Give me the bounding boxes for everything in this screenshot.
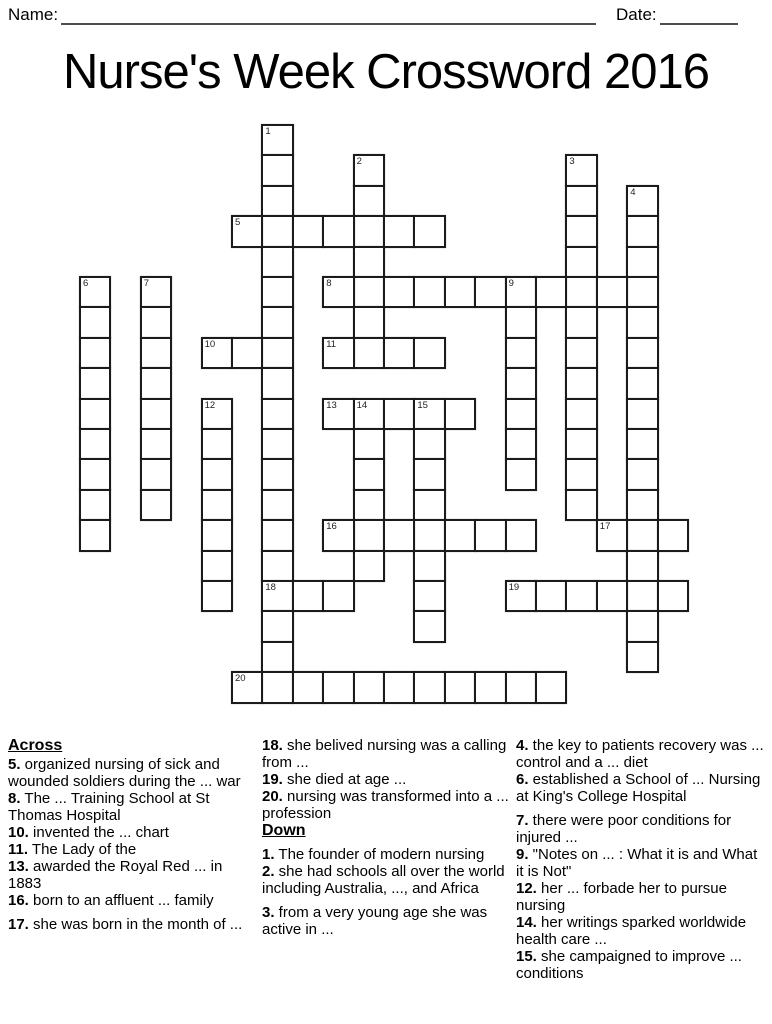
- grid-cell[interactable]: [383, 276, 415, 308]
- clue-number: 12.: [516, 880, 537, 897]
- grid-cell[interactable]: [626, 367, 658, 399]
- grid-cell[interactable]: [505, 276, 537, 308]
- grid-cell[interactable]: [353, 185, 385, 217]
- grid-cell[interactable]: [140, 276, 172, 308]
- grid-cell[interactable]: [353, 246, 385, 278]
- grid-cell[interactable]: [413, 398, 445, 430]
- grid-cell[interactable]: [626, 610, 658, 642]
- grid-cell[interactable]: [322, 671, 354, 703]
- grid-cell[interactable]: [79, 398, 111, 430]
- date-label: Date:: [616, 5, 657, 24]
- clues-column-middle: [262, 737, 510, 938]
- grid-cell[interactable]: [261, 641, 293, 673]
- clue-16: 16. born to an affluent ... family: [8, 892, 214, 909]
- grid-cell[interactable]: [231, 337, 263, 369]
- grid-cell[interactable]: [626, 641, 658, 673]
- grid-cell[interactable]: [353, 337, 385, 369]
- clue-number: 13.: [8, 858, 29, 875]
- grid-cell[interactable]: [444, 671, 476, 703]
- clue-number: 16.: [8, 892, 29, 909]
- clue-number: 20.: [262, 788, 283, 805]
- clue-number: 2.: [262, 863, 275, 880]
- grid-cell[interactable]: [535, 580, 567, 612]
- grid-cell[interactable]: [261, 276, 293, 308]
- grid-cell[interactable]: [353, 671, 385, 703]
- clue-number: 15.: [516, 948, 537, 965]
- grid-cell[interactable]: [626, 276, 658, 308]
- grid-cell[interactable]: [353, 550, 385, 582]
- grid-cell[interactable]: [505, 519, 537, 551]
- grid-cell[interactable]: [657, 519, 689, 551]
- grid-cell[interactable]: [444, 276, 476, 308]
- clue-10: 10. invented the ... chart: [8, 824, 169, 841]
- grid-cell[interactable]: [474, 519, 506, 551]
- grid-cell[interactable]: [626, 215, 658, 247]
- grid-cell[interactable]: [322, 276, 354, 308]
- grid-cell[interactable]: [413, 580, 445, 612]
- grid-cell[interactable]: [261, 398, 293, 430]
- grid-cell[interactable]: [261, 489, 293, 521]
- grid-cell[interactable]: [413, 489, 445, 521]
- grid-cell[interactable]: [474, 671, 506, 703]
- cell-number: 10: [204, 338, 216, 350]
- grid-cell[interactable]: [322, 580, 354, 612]
- cell-number: 1: [265, 126, 271, 137]
- grid-cell[interactable]: [444, 398, 476, 430]
- clue-number: 6.: [516, 771, 529, 788]
- clue-11: 11. The Lady of the: [8, 841, 137, 858]
- grid-cell[interactable]: [140, 337, 172, 369]
- grid-cell[interactable]: [413, 215, 445, 247]
- grid-cell[interactable]: [565, 246, 597, 278]
- cell-number: 14: [356, 399, 368, 411]
- grid-cell[interactable]: [353, 428, 385, 460]
- clue-18: 18. she belived nursing was a calling from ...: [262, 737, 507, 771]
- grid-cell[interactable]: [413, 671, 445, 703]
- grid-cell[interactable]: [322, 337, 354, 369]
- grid-cell[interactable]: [505, 580, 537, 612]
- grid-cell[interactable]: [626, 458, 658, 490]
- grid-cell[interactable]: [353, 489, 385, 521]
- grid-cell[interactable]: [201, 337, 233, 369]
- grid-cell[interactable]: [79, 519, 111, 551]
- grid-cell[interactable]: [261, 154, 293, 186]
- grid-cell[interactable]: [261, 367, 293, 399]
- grid-cell[interactable]: [261, 306, 293, 338]
- grid-cell[interactable]: [626, 398, 658, 430]
- grid-cell[interactable]: [505, 337, 537, 369]
- cell-number: 8: [326, 278, 332, 289]
- cell-number: 19: [508, 582, 520, 593]
- cell-number: 13: [326, 399, 337, 411]
- grid-cell[interactable]: [201, 550, 233, 582]
- clue-2: 2. she had schools all over the world including Australia, ..., and Africa: [262, 863, 505, 897]
- name-fill-line[interactable]: [61, 7, 596, 25]
- clues-heading-across: Across: [8, 737, 63, 754]
- grid-cell[interactable]: [565, 154, 597, 186]
- clue-8: 8. The ... Training School at St Thomas Hospital: [8, 790, 210, 824]
- clue-19: 19. she died at age ...: [262, 771, 407, 788]
- clue-5: 5. organized nursing of sick and wounded soldiers during the ... war: [8, 756, 241, 790]
- grid-cell[interactable]: [140, 398, 172, 430]
- grid-cell[interactable]: [261, 610, 293, 642]
- clue-number: 14.: [516, 914, 537, 931]
- grid-cell[interactable]: [201, 458, 233, 490]
- cell-number: 11: [326, 338, 337, 350]
- clues-column-down: [516, 737, 768, 982]
- grid-cell[interactable]: [353, 154, 385, 186]
- clue-number: 4.: [516, 737, 529, 754]
- grid-cell[interactable]: [79, 337, 111, 369]
- grid-cell[interactable]: [626, 246, 658, 278]
- grid-cell[interactable]: [413, 428, 445, 460]
- clues-column-across: [8, 737, 258, 933]
- grid-cell[interactable]: [261, 580, 293, 612]
- grid-cell[interactable]: [353, 519, 385, 551]
- grid-cell[interactable]: [231, 671, 263, 703]
- grid-cell[interactable]: [322, 398, 354, 430]
- grid-cell[interactable]: [474, 276, 506, 308]
- cell-number: 7: [143, 278, 150, 289]
- grid-cell[interactable]: [626, 306, 658, 338]
- cell-number: 18: [265, 582, 276, 593]
- grid-cell[interactable]: [261, 550, 293, 582]
- clue-14: 14. her writings sparked worldwide health care ...: [516, 914, 747, 948]
- grid-cell[interactable]: [413, 276, 445, 308]
- grid-cell[interactable]: [565, 337, 597, 369]
- grid-cell[interactable]: [79, 428, 111, 460]
- grid-cell[interactable]: [444, 519, 476, 551]
- grid-cell[interactable]: [565, 398, 597, 430]
- grid-cell[interactable]: [79, 489, 111, 521]
- clue-number: 1.: [262, 846, 275, 863]
- grid-cell[interactable]: [626, 337, 658, 369]
- grid-cell[interactable]: [231, 215, 263, 247]
- clue-number: 10.: [8, 824, 29, 841]
- grid-cell[interactable]: [383, 215, 415, 247]
- grid-cell[interactable]: [140, 489, 172, 521]
- clue-number: 19.: [262, 771, 283, 788]
- grid-cell[interactable]: [201, 428, 233, 460]
- clue-number: 8.: [8, 790, 21, 807]
- clue-6: 6. established a School of ... Nursing at King's College Hospital: [516, 771, 761, 805]
- grid-cell[interactable]: [353, 458, 385, 490]
- grid-cell[interactable]: [626, 489, 658, 521]
- clue-15: 15. she campaigned to improve ... conditions: [516, 948, 742, 982]
- date-fill-line[interactable]: [660, 7, 738, 25]
- grid-cell[interactable]: [261, 124, 293, 156]
- clue-7: 7. there were poor conditions for injured ...: [516, 812, 732, 846]
- grid-cell[interactable]: [261, 428, 293, 460]
- grid-cell[interactable]: [505, 306, 537, 338]
- grid-cell[interactable]: [261, 519, 293, 551]
- grid-cell[interactable]: [626, 185, 658, 217]
- clue-number: 3.: [262, 904, 275, 921]
- grid-cell[interactable]: [565, 580, 597, 612]
- cell-number: 12: [204, 399, 216, 411]
- clue-number: 5.: [8, 756, 21, 773]
- grid-cell[interactable]: [596, 276, 628, 308]
- grid-cell[interactable]: [79, 276, 111, 308]
- clues-heading-down: Down: [262, 822, 306, 839]
- grid-cell[interactable]: [261, 185, 293, 217]
- grid-cell[interactable]: [565, 489, 597, 521]
- grid-cell[interactable]: [535, 276, 567, 308]
- grid-cell[interactable]: [413, 337, 445, 369]
- grid-cell[interactable]: [626, 550, 658, 582]
- grid-cell[interactable]: [565, 367, 597, 399]
- grid-cell[interactable]: [140, 428, 172, 460]
- grid-cell[interactable]: [413, 610, 445, 642]
- cell-number: 2: [356, 156, 362, 168]
- clue-number: 9.: [516, 846, 529, 863]
- grid-cell[interactable]: [353, 215, 385, 247]
- clue-3: 3. from a very young age she was active in ...: [262, 904, 488, 938]
- grid-cell[interactable]: [201, 580, 233, 612]
- grid-cell[interactable]: [353, 398, 385, 430]
- grid-cell[interactable]: [626, 580, 658, 612]
- name-label: Name:: [8, 5, 59, 24]
- grid-cell[interactable]: [565, 428, 597, 460]
- grid-cell[interactable]: [505, 398, 537, 430]
- grid-cell[interactable]: [353, 306, 385, 338]
- clue-12: 12. her ... forbade her to pursue nursing: [516, 880, 727, 914]
- grid-cell[interactable]: [261, 246, 293, 278]
- grid-cell[interactable]: [79, 458, 111, 490]
- clue-13: 13. awarded the Royal Red ... in 1883: [8, 858, 223, 892]
- grid-cell[interactable]: [140, 367, 172, 399]
- grid-cell[interactable]: [140, 306, 172, 338]
- grid-cell[interactable]: [505, 428, 537, 460]
- clue-4: 4. the key to patients recovery was ... control and a ... diet: [516, 737, 764, 771]
- cell-number: 6: [83, 278, 89, 289]
- grid-cell[interactable]: [201, 398, 233, 430]
- cell-number: 9: [508, 278, 514, 289]
- clue-number: 18.: [262, 737, 283, 754]
- clue-9: 9. "Notes on ... : What it is and What it is Not": [516, 846, 758, 880]
- grid-cell[interactable]: [261, 671, 293, 703]
- cell-number: 17: [599, 521, 611, 533]
- grid-cell[interactable]: [413, 458, 445, 490]
- grid-cell[interactable]: [565, 185, 597, 217]
- cell-number: 4: [630, 186, 636, 198]
- cell-number: 15: [417, 399, 428, 411]
- grid-cell[interactable]: [322, 215, 354, 247]
- clue-17: 17. she was born in the month of ...: [8, 916, 243, 933]
- grid-cell[interactable]: [565, 276, 597, 308]
- grid-cell[interactable]: [565, 306, 597, 338]
- cell-number: 16: [326, 521, 337, 533]
- grid-cell[interactable]: [505, 458, 537, 490]
- grid-cell[interactable]: [626, 428, 658, 460]
- grid-cell[interactable]: [201, 519, 233, 551]
- grid-cell[interactable]: [383, 519, 415, 551]
- grid-cell[interactable]: [535, 671, 567, 703]
- grid-cell[interactable]: [140, 458, 172, 490]
- grid-cell[interactable]: [292, 580, 324, 612]
- grid-cell[interactable]: [201, 489, 233, 521]
- grid-cell[interactable]: [413, 550, 445, 582]
- grid-cell[interactable]: [79, 367, 111, 399]
- grid-cell[interactable]: [565, 458, 597, 490]
- clue-number: 11.: [8, 841, 29, 858]
- cell-number: 20: [235, 673, 246, 685]
- cell-number: 5: [235, 217, 241, 229]
- grid-cell[interactable]: [353, 276, 385, 308]
- grid-cell[interactable]: [626, 519, 658, 551]
- grid-cell[interactable]: [383, 671, 415, 703]
- grid-cell[interactable]: [565, 215, 597, 247]
- grid-cell[interactable]: [79, 306, 111, 338]
- grid-cell[interactable]: [383, 398, 415, 430]
- grid-cell[interactable]: [505, 671, 537, 703]
- grid-cell[interactable]: [657, 580, 689, 612]
- grid-cell[interactable]: [383, 337, 415, 369]
- grid-cell[interactable]: [292, 215, 324, 247]
- clue-20: 20. nursing was transformed into a ... profession: [262, 788, 509, 822]
- clue-number: 7.: [516, 812, 529, 829]
- clue-number: 17.: [8, 916, 29, 933]
- grid-cell[interactable]: [596, 580, 628, 612]
- page-title: Nurse's Week Crossword 2016: [63, 45, 709, 99]
- grid-cell[interactable]: [505, 367, 537, 399]
- grid-cell[interactable]: [322, 519, 354, 551]
- clue-1: 1. The founder of modern nursing: [262, 846, 485, 863]
- grid-cell[interactable]: [292, 671, 324, 703]
- grid-cell[interactable]: [596, 519, 628, 551]
- cell-number: 3: [569, 156, 575, 168]
- grid-cell[interactable]: [261, 458, 293, 490]
- grid-cell[interactable]: [413, 519, 445, 551]
- grid-cell[interactable]: [261, 337, 293, 369]
- grid-cell[interactable]: [261, 215, 293, 247]
